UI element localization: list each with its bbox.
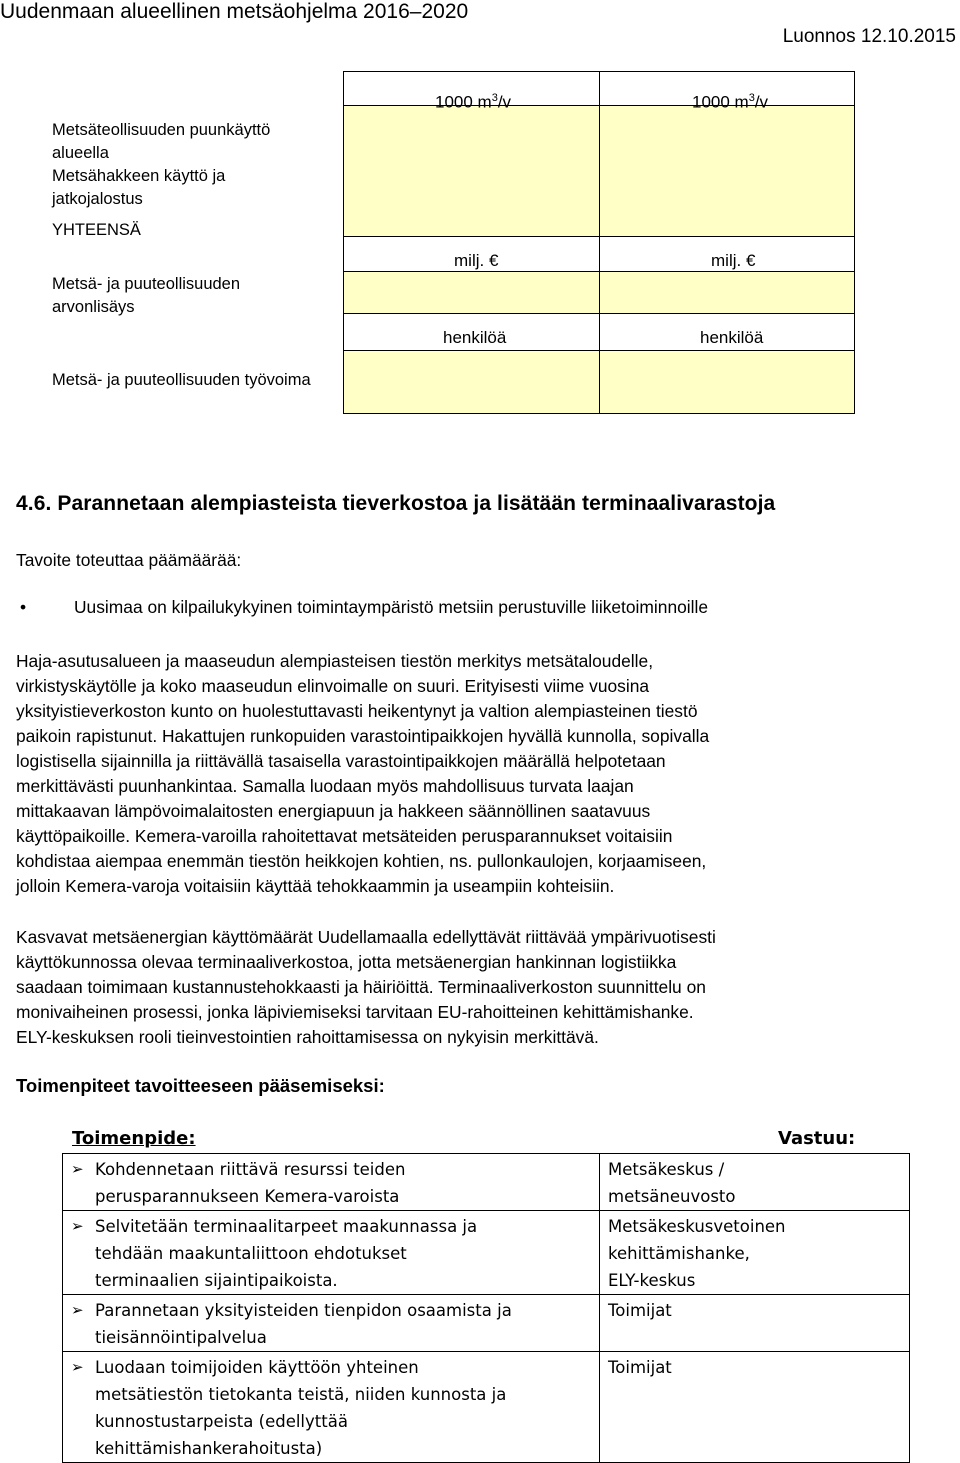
table-row (63, 1211, 910, 1295)
table-row (63, 1154, 910, 1211)
table-row (63, 1295, 910, 1352)
unit-people-2: henkilöä (700, 328, 764, 347)
paragraph-line: paikoin rapistunut. Hakattujen runkopuiden varastointipaikkojen hyvällä kunnolla, sopivalla (16, 726, 710, 746)
table-row (63, 1352, 910, 1463)
bullet-symbol: • (20, 597, 27, 617)
column-header-responsible: Vastuu: (778, 1128, 856, 1149)
table-divider (599, 72, 600, 413)
table-divider (344, 105, 854, 106)
paragraph-line: logistisella sijainnilla ja riittävällä tasaisella varastointipaikkojen määrällä helpotetaan (16, 751, 666, 771)
action-line: kunnostustarpeista (edellyttää (95, 1412, 348, 1431)
action-line: terminaalien sijaintipaikoista. (95, 1271, 338, 1290)
paragraph-line: mittakaavan lämpövoimalaitosten energiapuun ja hakkeen säännöllinen saatavuus (16, 801, 651, 821)
paragraph-line: käyttökunnossa olevaa terminaaliverkostoa, jotta metsäenergian hankinnan logistiikka (16, 952, 677, 972)
action-line: kehittämishankerahoitusta) (95, 1439, 323, 1458)
row-label-total: YHTEENSÄ (52, 221, 141, 239)
row-label-value-added: Metsä- ja puuteollisuuden arvonlisäys (52, 275, 241, 316)
responsible-cell (600, 1154, 910, 1211)
row-label-chip-use: Metsähakkeen käyttö ja jatkojalostus (52, 167, 226, 208)
arrow-bullet-icon: ➢ (71, 1358, 84, 1376)
measures-table (62, 1153, 910, 1463)
table-cell (344, 272, 599, 313)
action-cell (63, 1352, 600, 1463)
table-divider (344, 236, 854, 237)
paragraph-line: jolloin Kemera-varoja voitaisiin käyttää tehokkaammin ja useampiin kohteisiin. (16, 876, 615, 896)
responsible-cell (600, 1352, 910, 1463)
row-label-wood-use: Metsäteollisuuden puunkäyttö alueella (52, 121, 271, 162)
paragraph-line: merkittävästi puunhankintaa. Samalla luodaan myös mahdollisuus turvata laajan (16, 776, 634, 796)
responsible-line: Toimijat (608, 1358, 672, 1377)
responsible-line: ELY-keskus (608, 1271, 696, 1290)
goal-bullet: Uusimaa on kilpailukykyinen toimintaympäristö metsiin perustuville liiketoiminnoille (74, 597, 709, 617)
table-divider (344, 271, 854, 272)
paragraph-line: kohdistaa aiempaa enemmän tiestön heikkojen kohtien, ns. pullonkaulojen, korjaamiseen, (16, 851, 707, 871)
paragraph-line: saadaan toimimaan kustannustehokkaasti ja häiriöittä. Terminaaliverkoston suunnittelu on (16, 977, 706, 997)
paragraph-line: käyttöpaikoille. Kemera-varoilla rahoitettavat metsäteiden perusparannukset voitaisiin (16, 826, 673, 846)
action-cell (63, 1211, 600, 1295)
arrow-bullet-icon: ➢ (71, 1301, 84, 1319)
action-line: Luodaan toimijoiden käyttöön yhteinen (95, 1358, 419, 1377)
unit-volume-2: 1000 $m^3/v$ (692, 92, 769, 112)
row-label-workforce: Metsä- ja puuteollisuuden työvoima (52, 371, 311, 389)
measures-heading: Toimenpiteet tavoitteeseen pääsemiseksi: (16, 1075, 385, 1096)
table-cell (600, 272, 854, 313)
action-line: tehdään maakuntaliittoon ehdotukset (95, 1244, 407, 1263)
unit-money-2: milj. € (711, 251, 756, 270)
responsible-cell (600, 1295, 910, 1352)
action-line: Kohdennetaan riittävä resurssi teiden (95, 1160, 406, 1179)
goal-intro: Tavoite toteuttaa päämäärää: (16, 550, 242, 570)
unit-money-1: milj. € (454, 251, 499, 270)
unit-volume-1: 1000 $m^3/v$ (435, 92, 512, 112)
table-cell (600, 351, 854, 413)
paragraph-line: yksityistieverkoston kunto on huolestuttavasti heikentynyt ja valtion alempiasteinen tiestö (16, 701, 698, 721)
arrow-bullet-icon: ➢ (71, 1217, 84, 1235)
action-line: tieisännöintipalvelua (95, 1328, 267, 1347)
paragraph-line: virkistyskäytölle ja koko maaseudun elinvoimalle on suuri. Erityisesti viime vuosina (16, 676, 650, 696)
responsible-line: Toimijat (608, 1301, 672, 1320)
document-title: Uudenmaan alueellinen metsäohjelma 2016–2020 (0, 0, 469, 23)
table-cell (344, 106, 599, 236)
statistics-table (343, 71, 855, 414)
action-cell (63, 1154, 600, 1211)
responsible-line: metsäneuvosto (608, 1187, 736, 1206)
paragraph-2 (16, 925, 946, 1050)
responsible-line: Metsäkeskusvetoinen (608, 1217, 786, 1236)
column-header-action: Toimenpide: (72, 1128, 196, 1149)
table-cell (600, 106, 854, 236)
table-cell (344, 351, 599, 413)
paragraph-line: Kasvavat metsäenergian käyttömäärät Uudellamaalla edellyttävät riittävää ympärivuotisesti (16, 927, 716, 947)
paragraph-line: ELY-keskuksen rooli tieinvestointien rahoittamisessa on nykyisin merkittävä. (16, 1027, 599, 1047)
responsible-line: Metsäkeskus / (608, 1160, 725, 1179)
paragraph-line: monivaiheinen prosessi, jonka läpiviemiseksi tarvitaan EU-rahoitteinen kehittämishanke. (16, 1002, 694, 1022)
action-line: perusparannukseen Kemera-varoista (95, 1187, 400, 1206)
responsible-line: kehittämishanke, (608, 1244, 750, 1263)
responsible-cell (600, 1211, 910, 1295)
section-heading: 4.6. Parannetaan alempiasteista tieverkostoa ja lisätään terminaalivarastoja (16, 492, 776, 515)
action-line: Parannetaan yksityisteiden tienpidon osaamista ja (95, 1301, 512, 1320)
action-line: Selvitetään terminaalitarpeet maakunnassa ja (95, 1217, 478, 1236)
table-divider (344, 313, 854, 314)
table-divider (344, 350, 854, 351)
paragraph-1 (16, 649, 946, 899)
action-cell (63, 1295, 600, 1352)
unit-people-1: henkilöä (443, 328, 507, 347)
action-line: metsätiestön tietokanta teistä, niiden kunnosta ja (95, 1385, 507, 1404)
arrow-bullet-icon: ➢ (71, 1160, 84, 1178)
paragraph-line: Haja-asutusalueen ja maaseudun alempiasteisen tiestön merkitys metsätaloudelle, (16, 651, 654, 671)
draft-date: Luonnos 12.10.2015 (782, 26, 956, 47)
